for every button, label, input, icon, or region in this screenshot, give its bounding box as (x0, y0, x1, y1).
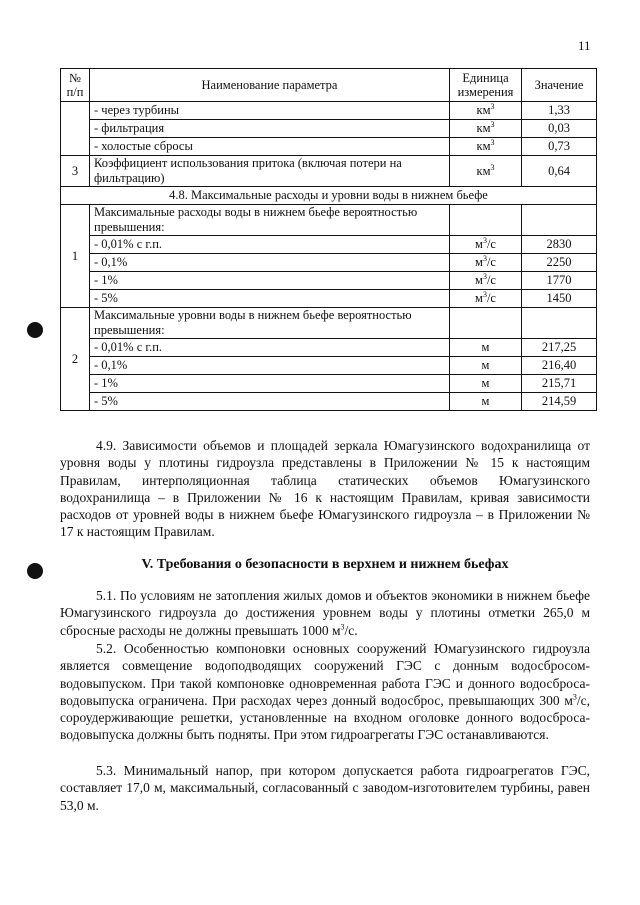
punch-hole-icon (27, 322, 43, 338)
table-row (61, 357, 597, 375)
table-row (61, 102, 597, 120)
group-title: Максимальные расходы воды в нижнем бьефе вероятностью превышения: (90, 205, 450, 236)
num-cell: 1 (61, 205, 90, 308)
param-name: Коэффициент использования притока (включая потери на фильтрацию) (90, 156, 450, 187)
paragraph-5-3: 5.3. Минимальный напор, при котором допускается работа гидроагрегатов ГЭС, составляет 17,0 м, максимальный, согласованный с заводом-изготовителем турбины, равен 53,0 м. (60, 763, 590, 813)
table-row (61, 138, 597, 156)
param-name: - фильтрация (90, 120, 450, 138)
num-cell: 3 (61, 156, 90, 187)
value-cell: 2830 (522, 236, 597, 254)
unit-cell (450, 308, 522, 339)
paragraph-5-2: 5.2. Особенностью компоновки основных сооружений Юмагузинского гидроузла является совмещение водоподводящих сооружений ГЭС с донным водосбросом-водовыпуском. При такой компоновке одновременная работа ГЭС и донного водосброса-водовыпуска ограничена. При расходах через донный водосброс, превышающих 300 $м^3/с$, сороудерживающие решетки, установленные на входном оголовке донного водосброса-водовыпуска должны быть подняты. При этом гидроагрегаты ГЭС останавливаются. (60, 641, 590, 743)
value-cell: 1770 (522, 272, 597, 290)
value-cell: 1450 (522, 290, 597, 308)
value-cell: 215,71 (522, 375, 597, 393)
unit-cell: м (450, 339, 522, 357)
table-row (61, 156, 597, 187)
unit-cell: $км^3$ (450, 138, 522, 156)
unit-cell: $м^3/с$ (450, 290, 522, 308)
value-cell (522, 205, 597, 236)
value-cell: 0,73 (522, 138, 597, 156)
table-row (61, 308, 597, 339)
unit-cell: м (450, 375, 522, 393)
num-cell (61, 102, 90, 156)
value-cell: 214,59 (522, 393, 597, 411)
param-name: - 5% (90, 290, 450, 308)
value-cell: 1,33 (522, 102, 597, 120)
header-unit: Единица измерения (450, 69, 522, 102)
header-name: Наименование параметра (90, 69, 450, 102)
page-number: 11 (578, 38, 591, 53)
table-row (61, 375, 597, 393)
unit-cell: м (450, 393, 522, 411)
unit-cell: $км^3$ (450, 156, 522, 187)
value-cell (522, 308, 597, 339)
punch-hole-icon (27, 563, 43, 579)
unit-cell: $м^3/с$ (450, 254, 522, 272)
unit-cell: м (450, 357, 522, 375)
unit-cell: $м^3/с$ (450, 272, 522, 290)
value-cell: 0,03 (522, 120, 597, 138)
table-row (61, 339, 597, 357)
section-title: 4.8. Максимальные расходы и уровни воды в нижнем бьефе (61, 187, 597, 205)
value-cell: 0,64 (522, 156, 597, 187)
paragraph-4-9: 4.9. Зависимости объемов и площадей зеркала Юмагузинского водохранилища от уровня воды у плотины гидроузла представлены в Приложении № 15 к настоящим Правилам, интерполяционная таблица статических объемов Юмагузинского водохранилища – в Приложении № 16 к настоящим Правилам, кривая зависимости расходов от уровней воды в нижнем бьефе Юмагузинского гидроузла – в Приложении № 17 к настоящим Правилам. (60, 438, 590, 540)
section-v-heading: V. Требования о безопасности в верхнем и нижнем бьефах (141, 557, 509, 572)
param-name: - через турбины (90, 102, 450, 120)
unit-cell (450, 205, 522, 236)
table-row (61, 290, 597, 308)
param-name: - 1% (90, 272, 450, 290)
section-row (61, 187, 597, 205)
param-name: - 5% (90, 393, 450, 411)
param-name: - 0,1% (90, 254, 450, 272)
param-name: - 1% (90, 375, 450, 393)
table-row (61, 205, 597, 236)
unit-cell: $км^3$ (450, 120, 522, 138)
table-header-row (61, 69, 597, 102)
table-row (61, 236, 597, 254)
num-cell: 2 (61, 308, 90, 411)
header-value: Значение (522, 69, 597, 102)
table-row (61, 393, 597, 411)
table-row (61, 272, 597, 290)
table-row (61, 120, 597, 138)
param-name: - 0,01% с г.п. (90, 339, 450, 357)
param-name: - холостые сбросы (90, 138, 450, 156)
unit-cell: $км^3$ (450, 102, 522, 120)
parameters-table (60, 68, 597, 411)
param-name: - 0,1% (90, 357, 450, 375)
paragraph-5-1: 5.1. По условиям не затопления жилых домов и объектов экономики в нижнем бьефе Юмагузинского гидроузла до достижения уровнем воды у плотины отметки 265,0 м сбросные расходы не должны превышать 1000 $м^3/с$. (60, 588, 590, 638)
unit-cell: $м^3/с$ (450, 236, 522, 254)
value-cell: 2250 (522, 254, 597, 272)
param-name: - 0,01% с г.п. (90, 236, 450, 254)
table-row (61, 254, 597, 272)
value-cell: 217,25 (522, 339, 597, 357)
group-title: Максимальные уровни воды в нижнем бьефе вероятностью превышения: (90, 308, 450, 339)
value-cell: 216,40 (522, 357, 597, 375)
header-num: № п/п (61, 69, 90, 102)
